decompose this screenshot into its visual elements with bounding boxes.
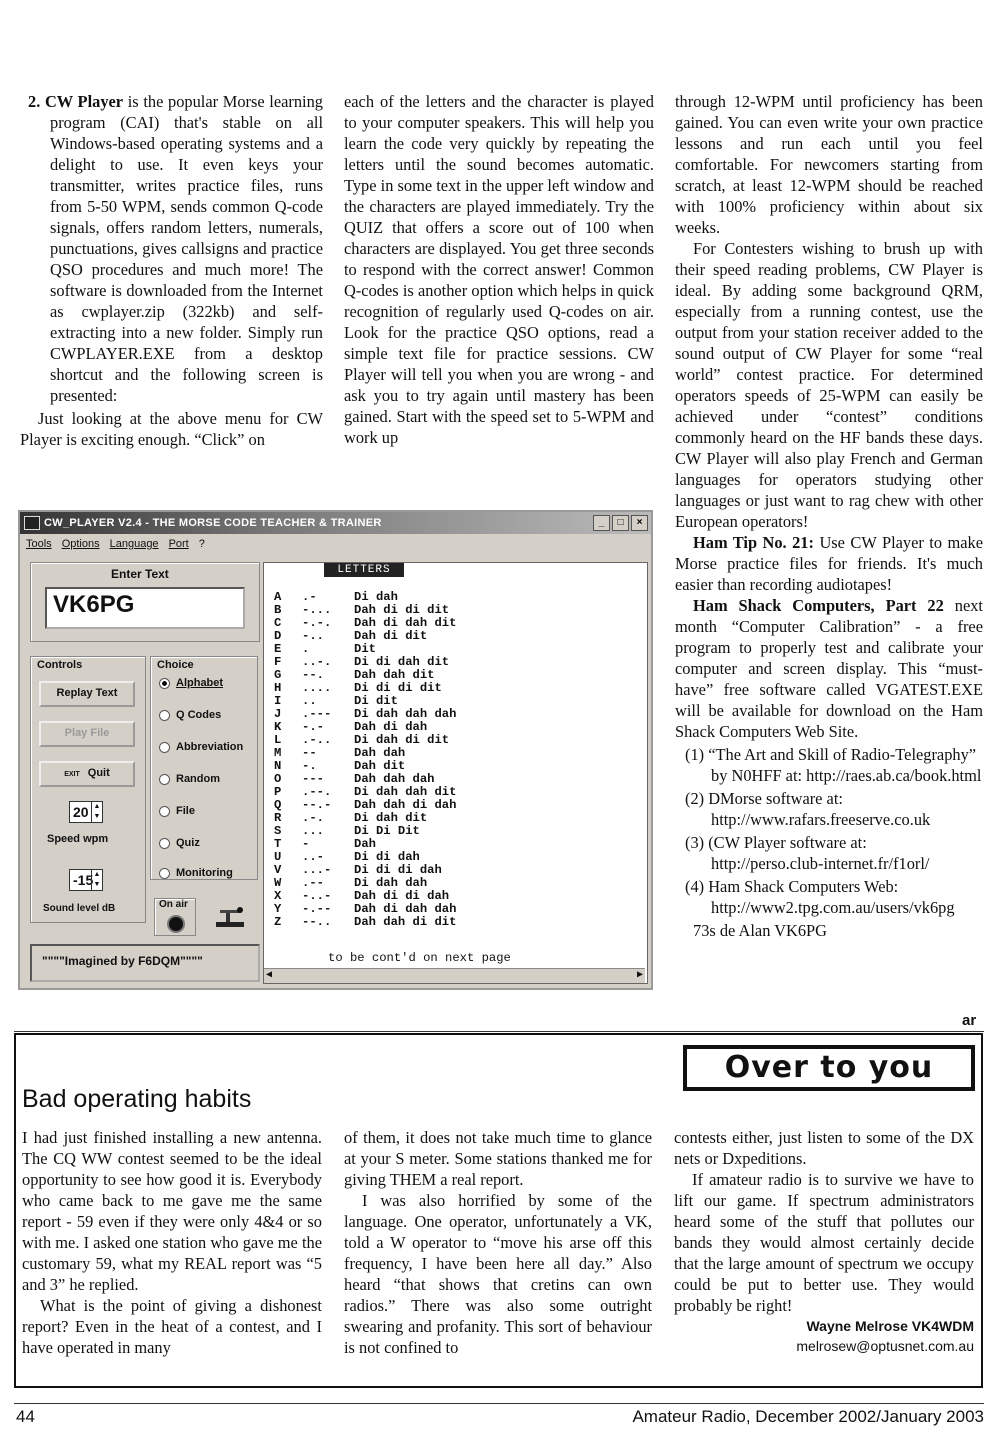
letter-char: M [274, 746, 282, 760]
column-3 [675, 91, 983, 941]
morse-sound: Dah dah di dah [354, 798, 457, 812]
morse-sound: Dah dah dit [354, 668, 435, 682]
page-number: 44 [16, 1407, 35, 1426]
enter-text-label: Enter Text [111, 567, 169, 581]
letter-row[interactable] [274, 825, 420, 838]
morse-sound: Dah di dah dah [354, 902, 457, 916]
letter-char: V [274, 863, 282, 877]
morse-sound: Di di di dit [354, 681, 442, 695]
letter-char: K [274, 720, 282, 734]
letter-heading: Bad operating habits [22, 1085, 252, 1113]
window-titlebar[interactable] [20, 512, 651, 534]
letter-char: G [274, 668, 282, 682]
letter-char: W [274, 876, 282, 890]
telegraph-key-icon [214, 904, 246, 930]
morse-sound: Dah dah [354, 746, 406, 760]
morse-code: ... [302, 824, 324, 838]
quit-button[interactable] [39, 761, 135, 787]
paragraph: through 12-WPM until proficiency has been gained. You can even write your own practice lessons and run each until you feel comfortable. For newcomers starting from scratch, at least 12-WPM should be reached with 100% proficiency within about six weeks. [675, 92, 983, 237]
choice-file[interactable] [159, 805, 195, 817]
menu-port[interactable]: Port [168, 538, 189, 550]
morse-sound: Di dah [354, 590, 398, 604]
sound-level-spinner[interactable] [69, 869, 103, 891]
window-controls [593, 515, 648, 531]
section-rule [14, 1031, 984, 1032]
morse-sound: Di dah dit [354, 811, 428, 825]
morse-code: -..- [302, 889, 332, 903]
morse-code: ..-. [302, 655, 332, 669]
letter-char: E [274, 642, 282, 656]
banner-title: Over to you [724, 1050, 934, 1085]
paragraph: each of the letters and the character is played to your computer speakers. This will help you learn the code very quickly by repeating the letters until the sound becomes automatic. Type in some text in the upper left window and the characters are played immediately. Try the QUIZ that offers a score out of 100 when characters are displayed. You get three seconds to respond with the correct answer! Common Q-codes is another option which helps in quick recognition of regularly used Q-codes on air. Look for the practice QSO options, read a simple text file for practice sessions. CW Player will tell you when you are wrong - and ask you to try again until mastery has been gained. Start with the speed set to 5-WPM and work up [344, 92, 654, 447]
choice-monitoring-label: Monitoring [176, 867, 233, 879]
morse-sound: Dah di dah dit [354, 616, 457, 630]
menu-options[interactable]: Options [61, 538, 100, 550]
choice-abbreviation[interactable] [159, 741, 243, 753]
morse-sound: Dah di dit [354, 629, 428, 643]
letter-column-1 [22, 1127, 322, 1358]
morse-sound: Dah [354, 837, 376, 851]
speed-spinner[interactable] [69, 801, 103, 823]
letter-char: P [274, 785, 282, 799]
credit-panel [30, 944, 260, 982]
morse-code: . [302, 642, 310, 656]
morse-code: --.. [302, 915, 332, 929]
letter-row[interactable] [274, 630, 427, 643]
morse-code: -.-- [302, 902, 332, 916]
letter-char: R [274, 811, 282, 825]
radio-icon [159, 742, 170, 753]
choice-random-label: Random [176, 773, 220, 785]
reference-item: (2) DMorse software at: http://www.rafars.freeserve.co.uk [685, 789, 931, 829]
morse-sound: Di dah di dit [354, 733, 450, 747]
on-air-panel [154, 898, 196, 936]
morse-sound: Dah dah di dit [354, 915, 457, 929]
menu-tools[interactable]: Tools [26, 538, 52, 550]
author-email: melrosew@optusnet.com.au [796, 1338, 974, 1354]
letter-char: C [274, 616, 282, 630]
morse-sound: Dah di di dah [354, 889, 450, 903]
exit-prefix: EXIT [64, 771, 80, 778]
choice-abbreviation-label: Abbreviation [176, 741, 244, 753]
next-text: next month “Computer Calibration” - a free program to properly test and calibrate your computer and screen display. This “must-have” free software called VGATEST.EXE will be available for download on the Ham Shack Computers Web Site. [675, 596, 983, 741]
morse-sound: Dah di di dit [354, 603, 450, 617]
letters-list[interactable] [263, 562, 648, 984]
letter-char: H [274, 681, 282, 695]
letter-char: X [274, 889, 282, 903]
letter-column-2 [344, 1127, 652, 1358]
morse-code: ..- [302, 850, 324, 864]
choice-monitoring[interactable] [159, 867, 233, 879]
controls-panel [30, 656, 146, 923]
letter-char: D [274, 629, 282, 643]
morse-sound: Dah dit [354, 759, 406, 773]
end-mark: ar [962, 1012, 977, 1029]
morse-sound: Dah dah dah [354, 772, 435, 786]
letter-char: U [274, 850, 282, 864]
morse-code: --- [302, 772, 324, 786]
choice-label: Choice [157, 659, 194, 671]
letter-char: L [274, 733, 282, 747]
quit-label: Quit [87, 767, 110, 779]
choice-alphabet-label: Alphabet [176, 677, 224, 689]
speed-value: 20 [73, 804, 89, 820]
letters-heading: LETTERS [324, 563, 404, 577]
letter-char: T [274, 837, 282, 851]
morse-code: .-- [302, 876, 324, 890]
paragraph: I had just finished installing a new antenna. The CQ WW contest seemed to be the ideal opportunity to see how good it is. Everybody who came back to me gave me the same report - 59 even if they were only 4&4 or so with me. I asked one station who gave me the customary 59, what my REAL report was “5 and 3” he replied. [22, 1128, 322, 1294]
column-2 [344, 91, 654, 448]
replay-text-button[interactable]: Replay Text [39, 681, 135, 707]
morse-sound: Di di dah [354, 850, 420, 864]
choice-alphabet[interactable] [159, 677, 223, 689]
choice-file-label: File [176, 805, 195, 817]
paragraph: of them, it does not take much time to glance at your S meter. Some stations thanked me for giving THEM a real report. [344, 1128, 652, 1189]
sound-value: -15 [73, 872, 94, 888]
author-name: Wayne Melrose VK4WDM [806, 1318, 974, 1334]
paragraph: What is the point of giving a dishonest report? Even in the heat of a contest, and I have operated in many [22, 1296, 322, 1357]
letter-row[interactable] [274, 916, 456, 929]
minimize-button[interactable]: _ [593, 515, 610, 531]
choice-random[interactable] [159, 773, 220, 785]
morse-code: .-.. [302, 733, 332, 747]
paragraph: I was also horrified by some of the language. One operator, unfortunately a VK, told a W operator to “move his arse off this frequency, I have been here all day.” Also heard “that shows that cretins can own radios.” There was also some outright swearing and profanity. This sort of behaviour is not confined to [344, 1191, 652, 1357]
morse-sound: Di dah dah dit [354, 785, 457, 799]
on-air-led-icon [167, 915, 185, 933]
morse-sound: Di dit [354, 694, 398, 708]
tip-text: Use CW Player to make Morse practice files for friends. It's much easier than recording audiotapes! [675, 533, 983, 594]
window-title: CW_PLAYER V2.4 - THE MORSE CODE TEACHER & TRAINER [44, 517, 382, 529]
footer-rule [14, 1403, 984, 1404]
morse-code: ...- [302, 863, 332, 877]
next-month [675, 595, 983, 742]
morse-sound: Dah di dah [354, 720, 428, 734]
publication-title: Amateur Radio, December 2002/January 2003 [632, 1407, 984, 1426]
morse-code: .--- [302, 707, 332, 721]
menu-help[interactable]: ? [198, 538, 205, 550]
radio-icon [159, 710, 170, 721]
play-file-button[interactable]: Play File [39, 721, 135, 747]
choice-q-codes-label: Q Codes [176, 709, 222, 721]
letter-char: F [274, 655, 282, 669]
radio-icon [159, 774, 170, 785]
signoff: 73s de Alan VK6PG [693, 921, 828, 940]
menu-bar [20, 534, 651, 554]
item-text: is the popular Morse learning program (CAI) that's stable on all Windows-based operating systems and a delight to use. It even keys your transmitter, writes practice files, runs from 5-50 WPM, sends common Q-code signals, offers random letters, numerals, punctuations, gives callsigns and practice QSO procedures and much more! The software is downloaded from the Internet as cwplayer.zip (322kb) and self-extracting into a new folder. Simply run CWPLAYER.EXE from a desktop shortcut and the following screen is presented: [50, 92, 323, 405]
letter-column-3 [674, 1127, 974, 1356]
app-icon [24, 516, 40, 530]
column-1 [20, 91, 323, 450]
scroll-right-icon[interactable]: ▶ [636, 970, 643, 981]
horizontal-scrollbar[interactable] [264, 968, 645, 983]
close-button[interactable]: × [631, 515, 648, 531]
choice-quiz[interactable] [159, 837, 200, 849]
letter-char: I [274, 694, 282, 708]
morse-code: -.. [302, 629, 324, 643]
morse-code: .- [302, 590, 317, 604]
continued-text: to be cont'd on next page [328, 951, 511, 965]
morse-code: .-. [302, 811, 324, 825]
sound-level-label: Sound level dB [43, 903, 116, 914]
choice-panel [150, 656, 258, 880]
morse-code: .. [302, 694, 317, 708]
item-title: CW Player [44, 92, 124, 111]
paragraph: If amateur radio is to survive we have to lift our game. If spectrum administrators heard some of the stuff that pollutes our bands they would almost certainly decide that the large amount of spectrum we occupy could be put to better use. They would probably be right! [674, 1170, 974, 1315]
radio-icon [159, 868, 170, 879]
choice-quiz-label: Quiz [176, 837, 200, 849]
tip-title: Ham Tip No. 21: [693, 533, 814, 552]
spinner-arrows-icon: ▲ ▼ [91, 870, 102, 890]
morse-sound: Di di di dah [354, 863, 442, 877]
letter-char: O [274, 772, 282, 786]
letter-char: Y [274, 902, 282, 916]
letter-char: S [274, 824, 282, 838]
item-number: 2. [28, 92, 41, 111]
radio-selected-icon [159, 678, 170, 689]
paragraph: For Contesters wishing to brush up with their speed reading problems, CW Player is ideal. By adding some background QRM, especially from a running contest, use the output from your station receiver added to the sound output of CW Player for some “real world” contest practice. For determined operators speeds of 25-WPM can easily be achieved under “contest” conditions commonly heard on the HF bands these days. CW Player will also play French and German languages for operators studying other languages or just want to rag chew with other European operators! [675, 239, 983, 531]
morse-code: -.- [302, 720, 324, 734]
radio-icon [159, 838, 170, 849]
enter-text-value: VK6PG [53, 591, 135, 618]
credit-text: """"Imagined by F6DQM"""" [42, 954, 203, 968]
cw-player-item [20, 91, 323, 406]
morse-code: -. [302, 759, 317, 773]
cw-player-window [18, 510, 653, 990]
paragraph: contests either, just listen to some of the DX nets or Dxpeditions. [674, 1128, 974, 1168]
spinner-arrows-icon: ▲ ▼ [91, 802, 102, 822]
on-air-label: On air [159, 899, 188, 910]
speed-label: Speed wpm [47, 833, 109, 845]
morse-code: -.-. [302, 616, 332, 630]
morse-code: .... [302, 681, 332, 695]
morse-sound: Di di dah dit [354, 655, 450, 669]
letter-char: J [274, 707, 282, 721]
choice-q-codes[interactable] [159, 709, 221, 721]
morse-code: .--. [302, 785, 332, 799]
reference-list [675, 744, 983, 918]
letter-char: Q [274, 798, 282, 812]
letter-char: A [274, 590, 282, 604]
morse-sound: Di Di Dit [354, 824, 420, 838]
morse-code: --. [302, 668, 324, 682]
morse-sound: Dit [354, 642, 376, 656]
morse-code: --.- [302, 798, 332, 812]
ham-tip [675, 532, 983, 595]
radio-icon [159, 806, 170, 817]
enter-text-panel [30, 562, 260, 642]
morse-code: -... [302, 603, 332, 617]
morse-sound: Di dah dah [354, 876, 428, 890]
reference-item: (4) Ham Shack Computers Web: http://www2.tpg.com.au/users/vk6pg [685, 877, 955, 917]
letter-char: Z [274, 915, 282, 929]
menu-language[interactable]: Language [109, 538, 159, 550]
morse-code: -- [302, 746, 317, 760]
maximize-button[interactable]: □ [612, 515, 629, 531]
reference-item: (1) “The Art and Skill of Radio-Telegraphy” by N0HFF at: http://raes.ab.ca/book.html [685, 745, 982, 785]
letter-char: N [274, 759, 282, 773]
letter-char: B [274, 603, 282, 617]
next-title: Ham Shack Computers, Part 22 [693, 596, 944, 615]
morse-sound: Di dah dah dah [354, 707, 457, 721]
scroll-left-icon[interactable]: ◀ [266, 970, 273, 981]
controls-label: Controls [37, 659, 83, 671]
reference-item: (3) (CW Player software at: http://perso.club-internet.fr/f1orl/ [685, 833, 930, 873]
paragraph: Just looking at the above menu for CW Player is exciting enough. “Click” on [20, 409, 323, 449]
morse-code: - [302, 837, 310, 851]
